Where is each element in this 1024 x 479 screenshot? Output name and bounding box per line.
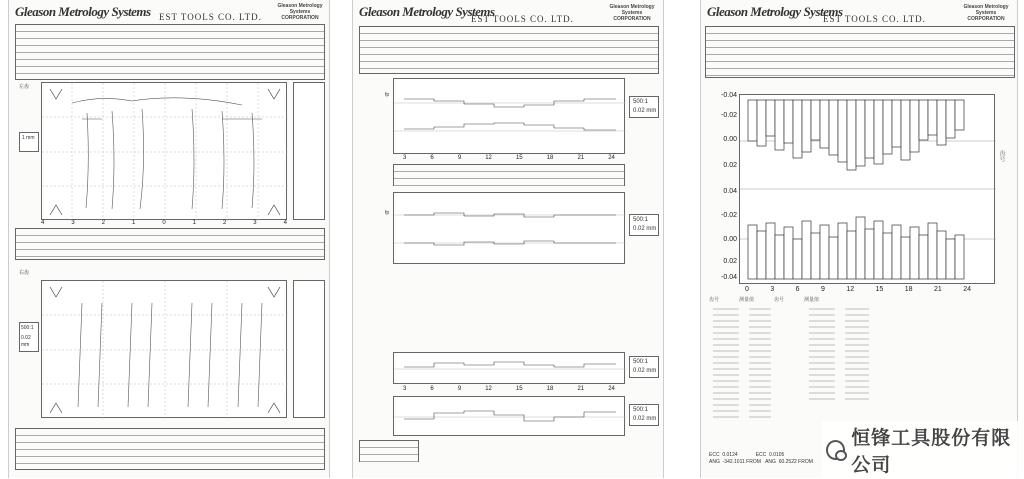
ang-value: -342.1011 FROM	[722, 459, 761, 465]
scale-box-2	[629, 214, 659, 236]
profile-chart-bottom	[41, 280, 287, 418]
corp-logo: Gleason Metrology Systems CORPORATION	[963, 4, 1009, 22]
corp-logo: Gleason Metrology Systems CORPORATION	[277, 3, 323, 21]
header-table	[15, 24, 325, 80]
right-side-panel-bottom	[293, 280, 325, 418]
x-tick: 9	[820, 286, 825, 293]
axis-tick: 6	[430, 386, 434, 392]
corp-logo: Gleason Metrology Systems CORPORATION	[609, 4, 655, 22]
result-table-top	[15, 228, 325, 260]
scale-unit: 0.02 mm	[21, 335, 31, 348]
axis-tick: 15	[515, 155, 523, 161]
report-sheet-runout	[700, 0, 1018, 478]
x-tick: 18	[904, 286, 913, 293]
pitch-trace-1	[394, 79, 626, 155]
x-axis-2	[403, 386, 615, 392]
list-head: 测量值	[804, 297, 820, 303]
scale-unit: 0.02 mm	[633, 416, 657, 422]
list-head: 齿号	[774, 297, 785, 303]
axis-tick: 0	[162, 220, 166, 226]
logo: Gleason Metrology Systems	[15, 4, 151, 19]
x-axis-runout	[745, 286, 971, 293]
scale-unit: 0.02 mm	[633, 108, 657, 114]
y-tick: 0.02	[723, 162, 737, 169]
logo: Gleason Metrology Systems	[359, 4, 495, 19]
scale-box-3	[629, 356, 659, 378]
y-tick: -0.04	[721, 274, 737, 281]
list-head: 测量值	[739, 297, 755, 303]
fp-label-2: fp	[385, 210, 390, 216]
axis-tick: 3	[403, 386, 407, 392]
y-tick: 0.00	[723, 236, 737, 243]
header-table	[359, 26, 659, 74]
axis-tick: 3	[403, 155, 407, 161]
ecc-label: ECC	[709, 452, 720, 458]
runout-bars	[740, 95, 996, 285]
y-tick: -0.04	[721, 92, 737, 99]
company-name: EST TOOLS CO. LTD.	[159, 12, 262, 22]
axis-tick: 3	[253, 220, 257, 226]
list-head: 齿号	[709, 297, 720, 303]
axis-tick: 18	[546, 386, 554, 392]
axis-tick: 1	[192, 220, 196, 226]
y-tick: -0.02	[721, 212, 737, 219]
pitch-chart-4	[393, 396, 625, 436]
ecc-value: 0.0124	[722, 452, 738, 458]
ang-value: 60.2522 FROM	[778, 459, 813, 465]
axis-row-top	[41, 220, 287, 227]
scale-ratio: 500:1	[633, 359, 649, 365]
report-sheet-profile	[8, 0, 330, 478]
axis-tick: 2	[222, 220, 227, 226]
axis-tick: 6	[430, 155, 434, 161]
y-tick: 0.02	[723, 258, 737, 265]
scale-block-bottom	[19, 322, 39, 352]
x-tick: 6	[795, 286, 800, 293]
summary-table	[359, 440, 419, 462]
ang-label: ANG	[765, 459, 776, 465]
label-right-tooth: 右齿	[19, 270, 30, 276]
wechat-watermark	[822, 421, 1024, 479]
x-tick: 15	[875, 286, 884, 293]
runout-chart	[739, 94, 995, 284]
pitch-trace-3	[394, 353, 626, 385]
ecc-value: 0.0105	[769, 452, 785, 458]
scale-unit: 0.02 mm	[633, 368, 657, 374]
axis-tick: 24	[608, 155, 615, 161]
report-sheet-pitch	[352, 0, 664, 478]
profile-traces-bottom	[42, 281, 288, 419]
ecc-label: ECC	[755, 452, 767, 458]
profile-chart-top	[41, 82, 287, 220]
scale-block	[19, 132, 39, 152]
axis-tick: 1	[131, 220, 136, 226]
company-name: EST TOOLS CO. LTD.	[471, 14, 574, 24]
x-tick: 3	[770, 286, 775, 293]
y-tick: -0.02	[721, 112, 737, 119]
pitch-chart-1	[393, 78, 625, 154]
pitch-chart-3	[393, 352, 625, 384]
header-table	[705, 26, 1015, 78]
pitch-chart-2	[393, 192, 625, 264]
x-axis-1	[403, 155, 615, 161]
pitch-trace-2	[394, 193, 626, 265]
x-tick: 12	[846, 286, 855, 293]
axis-tick: 21	[577, 155, 585, 161]
company-name: EST TOOLS CO. LTD.	[823, 14, 926, 24]
pitch-trace-4	[394, 397, 626, 437]
profile-traces-top	[42, 83, 288, 221]
axis-tick: 15	[515, 386, 523, 392]
axis-tick: 9	[457, 386, 462, 392]
x-tick: 24	[963, 286, 971, 293]
watermark-text: 恒锋工具股份有限公司	[851, 428, 1012, 476]
scale-block-label: 1 mm	[22, 135, 35, 141]
scale-unit: 0.02 mm	[633, 226, 657, 232]
axis-tick: 2	[101, 220, 105, 226]
wechat-icon	[826, 440, 845, 460]
axis-tick: 3	[71, 220, 75, 226]
x-tick: 21	[933, 286, 942, 293]
scale-box-1	[629, 96, 659, 118]
fp-label: fp	[385, 92, 390, 98]
axis-tick: 12	[485, 155, 492, 161]
scale-ratio: 500:1	[633, 217, 649, 223]
axis-tick: 9	[457, 155, 462, 161]
axis-tick: 12	[485, 386, 492, 392]
y-tick: 0.00	[723, 136, 737, 143]
scale-ratio: 500:1	[633, 99, 649, 105]
axis-tick: 4	[41, 220, 45, 226]
ang-label: ANG	[709, 459, 720, 465]
axis-tick: 4	[283, 220, 287, 226]
logo: Gleason Metrology Systems	[707, 4, 843, 19]
y-tick: 0.04	[723, 188, 737, 195]
y-axis-labels	[709, 92, 737, 282]
axis-tick: 24	[608, 386, 615, 392]
scale-ratio: 500:1	[21, 325, 34, 331]
result-table-bottom	[15, 428, 325, 470]
x-tick: 0	[745, 286, 749, 293]
label-left-tooth: 左齿	[19, 84, 30, 90]
right-side-panel	[293, 82, 325, 220]
label-tooth-number: 齿号	[998, 150, 1004, 162]
pitch-result-table-1	[393, 164, 625, 186]
axis-tick: 21	[577, 386, 585, 392]
scale-box-4	[629, 404, 659, 426]
scale-ratio: 500:1	[633, 407, 649, 413]
axis-tick: 18	[546, 155, 554, 161]
